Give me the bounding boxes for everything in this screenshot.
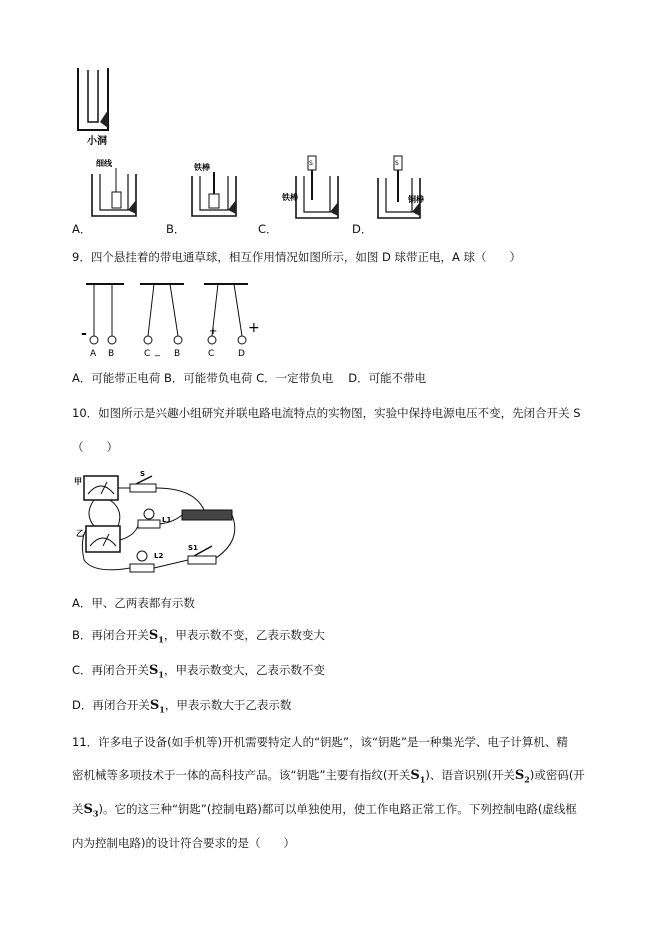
q10-option-c-post: ，甲表示数变大，乙表示数不变 (164, 663, 325, 677)
q8-figure-d (372, 154, 442, 222)
q11-switch-s1-letter: S (410, 768, 420, 783)
q9-stem: 9．四个悬挂着的带电通草球，相互作用情况如图所示，如图 D 球带正电，A 球（ ） (72, 250, 522, 264)
q8-s-mark-c: S (309, 160, 313, 167)
q8-wire-label: 细线 (96, 159, 112, 168)
q10-switch-s1-label: S1 (188, 544, 198, 552)
q11-line1: 11．许多电子设备(如手机等)开机需要特定人的“钥匙”，该“钥匙”是一种集光学、电子计算机、精 (72, 735, 568, 749)
q11-switch-s2-letter: S (514, 768, 525, 783)
q10-circuit-figure (74, 470, 244, 578)
q10-option-d-post: ，甲表示数大于乙表示数 (164, 698, 292, 712)
q8-iron-rod-label-b: 铁棒 (194, 163, 210, 172)
q8-option-b[interactable]: B． (166, 222, 186, 236)
q11-line2-a: 密机械等多项技术于一体的高科技产品。该“钥匙”主要有指纹(开关 (72, 768, 411, 782)
q10-option-d[interactable] (72, 698, 291, 717)
q11-line2 (72, 768, 585, 787)
q10-stem-line1: 10．如图所示是兴趣小组研究并联电路电流特点的实物图，实验中保持电源电压不变，先闭合开关 S (72, 406, 581, 420)
q9-sign-2: _ (155, 346, 160, 357)
q9-sign-3: + (209, 326, 218, 337)
q10-option-d-switch-sub: 1 (159, 704, 165, 715)
q11-line3-a: 关 (72, 802, 84, 816)
q10-option-c-switch-sub: 1 (158, 669, 164, 680)
q10-lamp-l1-label: L1 (162, 516, 172, 524)
q11-line4: 内为控制电路)的设计符合要求的是（ ） (72, 836, 295, 850)
q8-figure-b (186, 158, 246, 220)
q8-option-a[interactable]: A． (72, 222, 92, 236)
q10-meter-jia-label: 甲 (74, 477, 82, 486)
q10-meter-yi-label: 乙 (76, 529, 84, 538)
q9-sign-1: - (81, 326, 87, 342)
q11-switch-s3-letter: S (83, 802, 93, 817)
q10-option-c-switch-letter: S (149, 663, 159, 678)
q8-option-c-label: C (258, 222, 267, 236)
q10-option-c-pre: C．再闭合开关 (72, 663, 150, 677)
q10-lamp-l2-label: L2 (154, 552, 164, 560)
q8-iron-rod-label-c: 铁棒 (282, 193, 298, 202)
q11-switch-s3-sub: 3 (92, 808, 99, 819)
q8-copper-rod-label: 铜棒 (408, 195, 424, 204)
q8-option-d-label: D (352, 222, 361, 236)
q8-s-mark-d: S (395, 160, 399, 167)
q10-stem-line2: （ ） (72, 440, 118, 454)
q10-option-d-pre: D．再闭合开关 (72, 698, 150, 712)
q10-option-b-switch-letter: S (148, 628, 159, 643)
q9-ball-d: D (238, 349, 245, 359)
q8-option-b-label: B (166, 222, 174, 236)
q8-container-figure (70, 60, 140, 150)
q10-option-c[interactable] (72, 663, 325, 682)
q10-switch-s-label: S (140, 470, 146, 478)
q10-option-b-post: ，甲表示数不变，乙表示数变大 (163, 628, 325, 642)
q11-line2-c: )或密码(开 (529, 768, 585, 782)
q8-option-d[interactable]: D． (352, 222, 373, 236)
q9-ball-b2: B (174, 349, 181, 359)
q9-options[interactable]: A．可能带正电荷 B．可能带负电荷 C．一定带负电 D．可能不带电 (72, 371, 427, 385)
q11-switch-s2 (515, 768, 530, 783)
q10-option-b[interactable] (72, 628, 325, 647)
q8-figure-a (86, 158, 146, 220)
q10-option-c-switch (149, 663, 164, 678)
q9-ball-b1: B (108, 349, 115, 359)
q8-option-a-label: A (72, 222, 80, 236)
q11-switch-s2-sub: 2 (524, 774, 530, 785)
q11-switch-s3 (84, 802, 99, 817)
q9-ball-c1: C (144, 349, 151, 359)
q11-line3-b: )。它的这三种“钥匙”(控制电路)都可以单独使用，使工作电路正常工作。下列控制电路(虚线框 (98, 802, 577, 816)
q11-line3 (72, 802, 577, 821)
q10-option-b-switch-sub: 1 (158, 634, 164, 645)
q10-option-a[interactable]: A．甲、乙两表都有示数 (72, 596, 195, 610)
q9-ball-c2: C (208, 349, 215, 359)
q8-hole-label: 小洞 (87, 136, 107, 147)
q11-line2-b: )、语音识别(开关 (425, 768, 515, 782)
q9-sign-4: + (248, 320, 260, 336)
q8-figure-c (280, 154, 350, 222)
q9-figure (80, 280, 270, 362)
q11-switch-s1 (410, 768, 425, 783)
q11-switch-s1-sub: 1 (419, 774, 426, 785)
q9-ball-a: A (90, 349, 97, 359)
q8-option-c[interactable]: C． (258, 222, 278, 236)
q10-option-d-switch (150, 698, 165, 713)
q10-option-b-pre: B．再闭合开关 (72, 628, 149, 642)
q10-option-b-switch (149, 628, 164, 643)
q10-option-d-switch-letter: S (149, 698, 160, 713)
